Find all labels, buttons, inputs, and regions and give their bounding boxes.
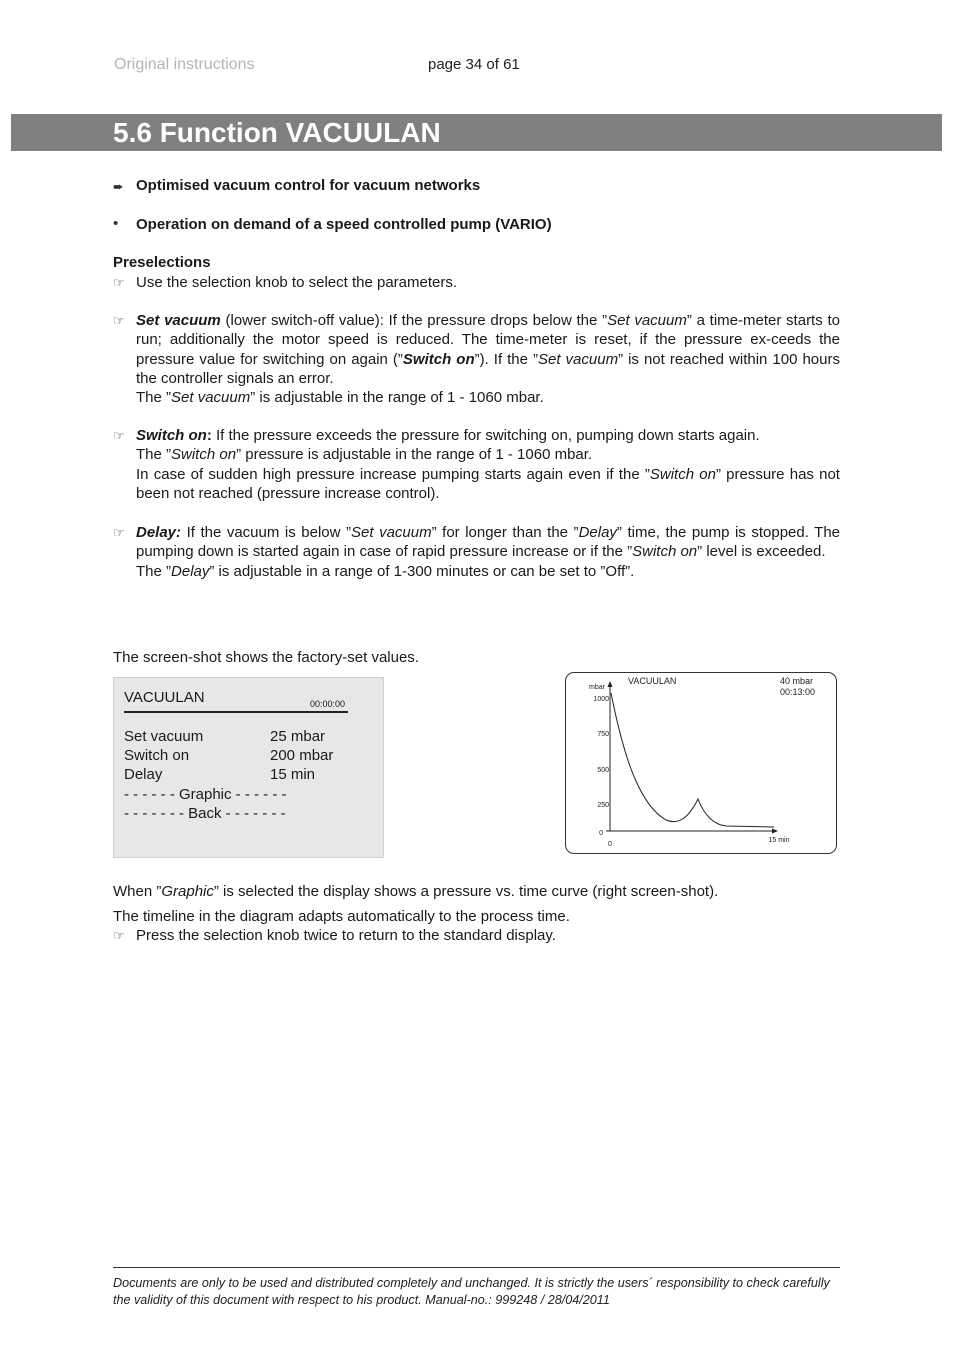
section-title: 5.6 Function VACUULAN <box>113 117 441 148</box>
switch-on-term: Switch on <box>136 427 207 444</box>
hand-pointer-icon: ☞ <box>113 428 125 443</box>
delay-range: The ” <box>136 562 172 580</box>
delay-text: ” for longer than the ” <box>431 524 579 541</box>
switch-on-colon: : <box>206 427 212 444</box>
y-tick-label: 1000 <box>593 696 609 703</box>
switch-on-range: ” pressure is adjustable in the range of 1 - 1060 mbar. <box>236 446 593 464</box>
switch-on-paragraph <box>136 426 840 503</box>
footer-disclaimer <box>113 1275 853 1308</box>
footer-divider <box>113 1267 840 1268</box>
hand-pointer-icon: ☞ <box>113 275 125 290</box>
pressure-curve <box>611 693 774 827</box>
lcd-title: VACUULAN <box>124 689 205 706</box>
set-vacuum-ref: Set vacuum <box>171 389 251 407</box>
lcd-row-value: 25 mbar <box>270 728 326 745</box>
lcd-divider <box>124 711 348 713</box>
delay-range: ” is adjustable in a range of 1-300 minutes or can be set to ”Off”. <box>209 562 635 580</box>
x-end-label: 15 min <box>768 837 790 844</box>
hand-pointer-icon: ☞ <box>113 313 125 328</box>
footer-line: the validity of this document with respect to his product. Manual-no.: 999248 / 28/04/2011 <box>113 1292 610 1307</box>
delay-ref: Delay <box>578 524 617 541</box>
switch-on-range: The ” <box>136 446 172 464</box>
set-vacuum-ref: Set vacuum <box>351 524 432 541</box>
set-vacuum-text: (lower switch-off value): If the pressure drops below the ” <box>220 312 608 329</box>
set-vacuum-range: The ” <box>136 389 172 407</box>
graphic-ref: Graphic <box>161 883 214 900</box>
graphic-text: When ” <box>113 883 162 900</box>
pressure-time-chart <box>566 673 836 853</box>
arrow-icon: ➨ <box>113 179 124 194</box>
lcd-row-label: Switch on <box>124 747 190 764</box>
lcd-row-value: 200 mbar <box>270 747 334 764</box>
set-vacuum-paragraph <box>136 311 840 407</box>
graphic-text: ” is selected the display shows a pressure vs. time curve (right screen-shot). <box>213 883 719 900</box>
graph-unit: mbar <box>589 684 605 691</box>
set-vacuum-ref: Set vacuum <box>538 350 619 368</box>
x-start-label: 0 <box>608 841 612 848</box>
y-tick-label: 0 <box>599 830 603 837</box>
set-vacuum-text: ”). If the ” <box>474 350 539 368</box>
delay-term: Delay: <box>136 524 182 541</box>
lcd-time: 00:00:00 <box>310 699 346 709</box>
set-vacuum-text: ” a time-meter starts to run; additionally the motor speed is reduced. The time-meter is reset, if the pressure ex-ceeds the pressure value for switching on again (” <box>136 312 840 368</box>
set-vacuum-range: ” is adjustable in the range of 1 - 1060 mbar. <box>250 389 544 407</box>
lcd-settings-screen <box>113 677 384 858</box>
footer-line: Documents are only to be used and distributed completely and unchanged. It is strictly the users´ responsibility to check carefully <box>113 1276 830 1290</box>
delay-text: ” time, the pump is stopped. The pumping down is started again in case of rapid pressure increase or if the ” <box>136 524 841 561</box>
screenshot-caption: The screen-shot shows the factory-set values. <box>113 649 419 666</box>
lcd-row-label: Delay <box>124 766 163 783</box>
timeline-note: The timeline in the diagram adapts automatically to the process time. <box>113 908 570 925</box>
graphic-description <box>113 882 718 901</box>
hand-pointer-icon: ☞ <box>113 928 125 943</box>
lcd-graphic-screen <box>565 672 837 854</box>
set-vacuum-ref: Set vacuum <box>607 312 687 329</box>
set-vacuum-term: Set vacuum <box>136 312 221 329</box>
graph-title: VACUULAN <box>628 676 677 686</box>
y-tick-label: 500 <box>597 767 609 774</box>
switch-on-ref: Switch on <box>402 350 475 368</box>
lcd-graphic-option: - - - - - - Graphic - - - - - - <box>124 786 287 803</box>
y-axis-arrow <box>608 681 613 687</box>
bullet-item-2: Operation on demand of a speed controlled pump (VARIO) <box>136 216 552 233</box>
lcd-row-label: Set vacuum <box>124 728 204 745</box>
graph-reading: 40 mbar <box>780 676 814 686</box>
lcd-row-value: 15 min <box>270 766 316 783</box>
y-tick-label: 250 <box>597 802 609 809</box>
delay-text: If the vacuum is below ” <box>181 524 352 541</box>
preselections-heading: Preselections <box>113 254 211 271</box>
bullet-dot-icon: • <box>113 215 119 232</box>
y-tick-label: 750 <box>597 731 609 738</box>
switch-on-text: If the pressure exceeds the pressure for switching on, pumping down starts again. <box>211 427 760 444</box>
page-number: page 34 of 61 <box>428 56 520 73</box>
section-title-bar <box>11 114 942 151</box>
delay-paragraph <box>136 523 840 581</box>
delay-ref: Delay <box>171 562 210 580</box>
switch-on-ref: Switch on <box>649 465 716 483</box>
return-instruction: Press the selection knob twice to return to the standard display. <box>136 927 556 944</box>
bullet-item-1: Optimised vacuum control for vacuum networks <box>136 177 481 194</box>
switch-on-note: In case of sudden high pressure increase pumping starts again even if the ” <box>136 465 650 483</box>
switch-on-ref: Switch on <box>171 446 237 464</box>
hand-pointer-icon: ☞ <box>113 525 125 540</box>
switch-on-note: ” pressure has not been not reached (pressure increase control). <box>136 465 840 502</box>
lcd-back-option: - - - - - - - Back - - - - - - - <box>124 805 286 822</box>
x-axis-arrow <box>772 829 778 834</box>
set-vacuum-text: ” is not reached within 100 hours the controller signals an error. <box>136 350 840 387</box>
graph-time: 00:13:00 <box>780 687 816 697</box>
delay-text: ” level is exceeded. <box>697 543 826 561</box>
preselections-intro: Use the selection knob to select the parameters. <box>136 274 458 291</box>
header-label: Original instructions <box>114 56 255 73</box>
switch-on-ref: Switch on <box>632 543 698 561</box>
